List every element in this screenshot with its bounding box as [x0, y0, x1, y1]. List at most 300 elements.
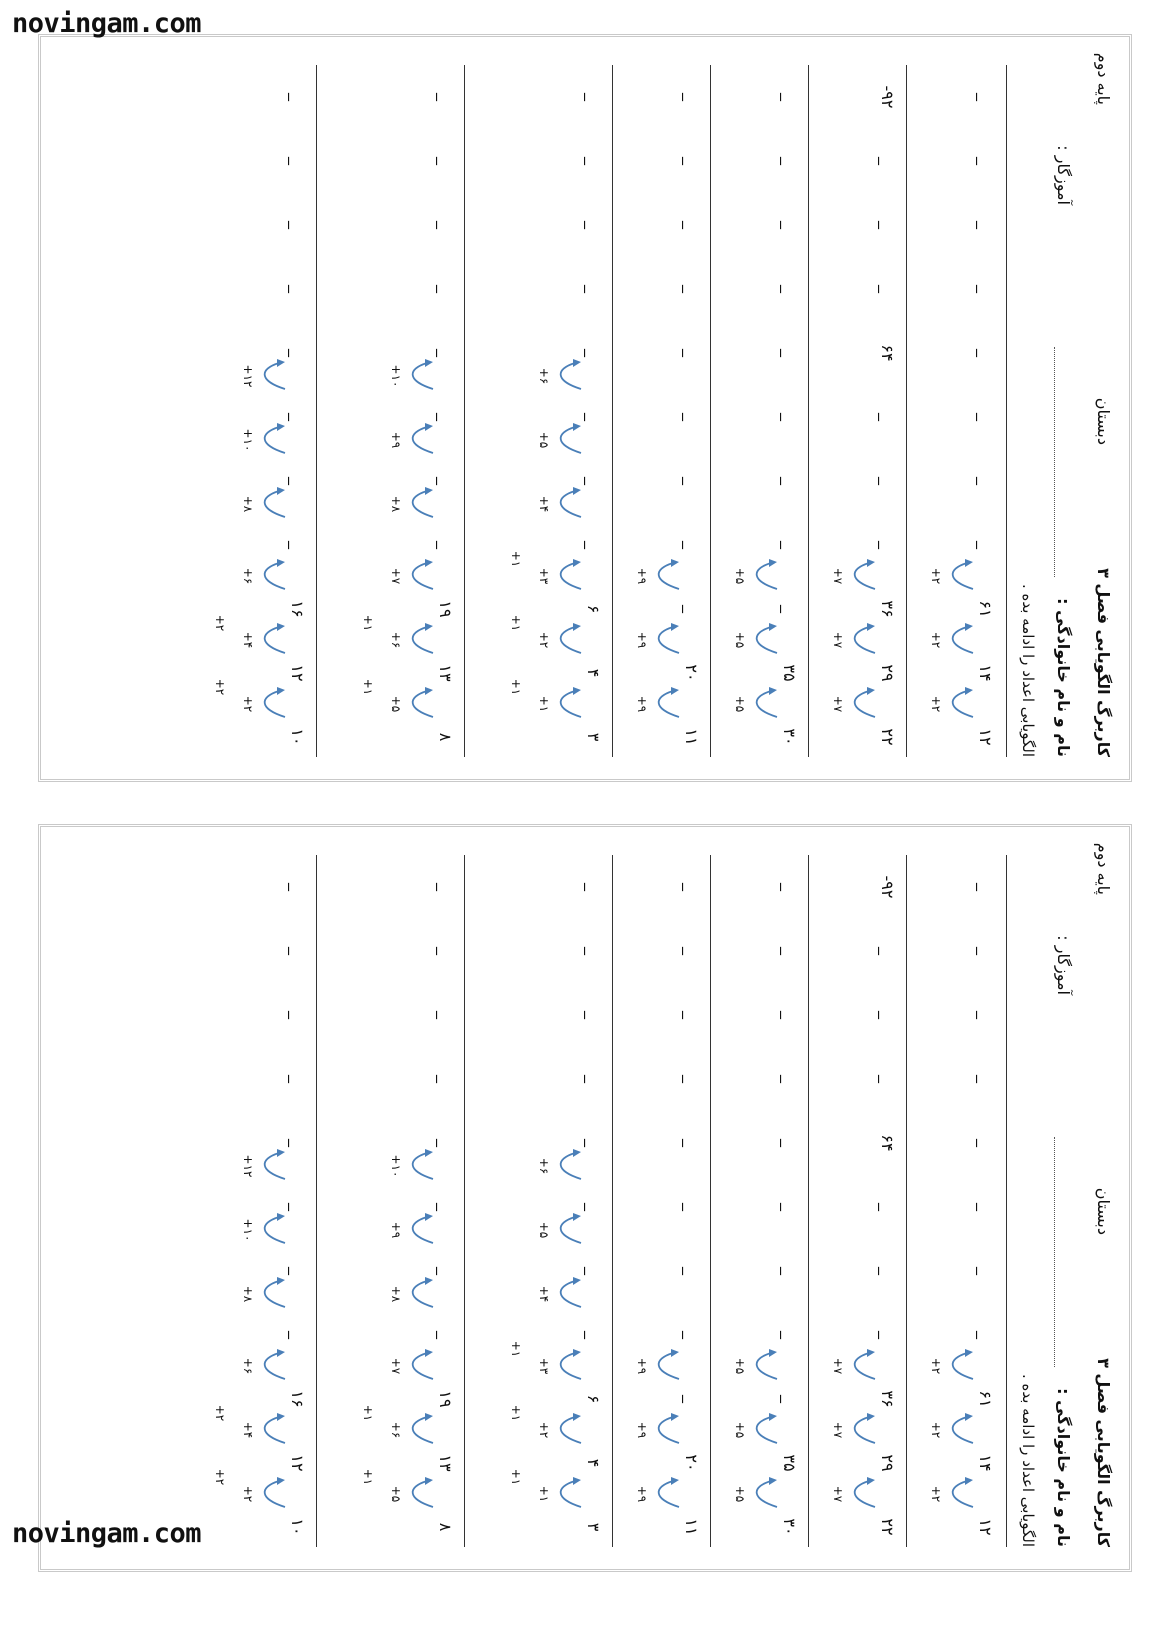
difference-label: +۲	[213, 614, 227, 632]
given-number: -۹۲	[878, 85, 897, 109]
jump-arrow-icon	[751, 1413, 781, 1447]
answer-blank[interactable]: _	[436, 1075, 455, 1083]
answer-blank[interactable]: _	[976, 221, 995, 229]
jump-arrow-icon	[259, 1477, 289, 1511]
answer-blank[interactable]: _	[584, 93, 603, 101]
jump-arrow-icon	[407, 1213, 437, 1247]
school-label: دبستان	[1094, 397, 1113, 445]
jump-arrow-icon	[947, 1349, 977, 1383]
given-number: ۸	[436, 732, 455, 742]
jump-label: +۶	[537, 367, 551, 385]
given-number: ۳۶	[878, 1390, 897, 1408]
answer-blank[interactable]: _	[878, 1011, 897, 1019]
jump-arrow-icon	[555, 1277, 585, 1311]
difference-label: +۲	[213, 1468, 227, 1486]
difference-label: +۱	[509, 1404, 523, 1422]
answer-blank[interactable]: _	[878, 1267, 897, 1275]
jump-arrow-icon	[849, 1413, 879, 1447]
pattern-row-4	[611, 37, 701, 785]
given-number: ۱۹	[436, 600, 455, 618]
jump-label: +۲	[241, 1485, 255, 1503]
answer-blank[interactable]: _	[976, 1011, 995, 1019]
given-number: ۲۲	[878, 728, 897, 746]
answer-blank[interactable]: _	[976, 477, 995, 485]
answer-blank[interactable]: _	[682, 1011, 701, 1019]
answer-blank[interactable]: _	[288, 1331, 307, 1339]
answer-blank[interactable]: _	[288, 883, 307, 891]
given-number: ۱۹	[436, 1390, 455, 1408]
answer-blank[interactable]: _	[288, 349, 307, 357]
answer-blank[interactable]: _	[436, 221, 455, 229]
answer-blank[interactable]: _	[682, 605, 701, 613]
jump-label: +۴	[537, 1285, 551, 1303]
given-number: -۹۲	[878, 875, 897, 899]
jump-label: +۴	[241, 631, 255, 649]
watermark-top: novingam.com	[12, 8, 202, 39]
given-number: ۱۳	[436, 1454, 455, 1472]
answer-blank[interactable]: _	[976, 1331, 995, 1339]
jump-arrow-icon	[555, 623, 585, 657]
jump-label: +۷	[831, 1357, 845, 1375]
jump-label: +۵	[733, 695, 747, 713]
answer-blank[interactable]: _	[878, 1203, 897, 1211]
answer-blank[interactable]: _	[288, 93, 307, 101]
given-number: ۱۴	[976, 1454, 995, 1472]
answer-blank[interactable]: _	[288, 541, 307, 549]
jump-arrow-icon	[407, 1277, 437, 1311]
jump-label: +۶	[241, 567, 255, 585]
answer-blank[interactable]: _	[584, 1075, 603, 1083]
answer-blank[interactable]: _	[976, 285, 995, 293]
answer-blank[interactable]: _	[584, 883, 603, 891]
jump-label: +۵	[733, 631, 747, 649]
jump-label: +۷	[831, 695, 845, 713]
answer-blank[interactable]: _	[682, 1139, 701, 1147]
jump-label: +۲	[929, 1485, 943, 1503]
jump-label: +۲	[241, 695, 255, 713]
jump-arrow-icon	[555, 1213, 585, 1247]
jump-arrow-icon	[947, 1413, 977, 1447]
jump-label: +۵	[389, 1485, 403, 1503]
answer-blank[interactable]: _	[780, 1267, 799, 1275]
jump-label: +۴	[537, 495, 551, 513]
jump-label: +۳	[537, 567, 551, 585]
given-number: ۱۰	[288, 1518, 307, 1536]
jump-label: +۹	[635, 631, 649, 649]
answer-blank[interactable]: _	[780, 221, 799, 229]
difference-label: +۱	[509, 1468, 523, 1486]
jump-label: +۷	[831, 1421, 845, 1439]
jump-arrow-icon	[555, 1413, 585, 1447]
jump-label: +۲	[929, 695, 943, 713]
answer-blank[interactable]: _	[584, 1139, 603, 1147]
answer-blank[interactable]: _	[780, 1395, 799, 1403]
teacher-label: آموزگار :	[1054, 935, 1073, 995]
jump-arrow-icon	[555, 1149, 585, 1183]
jump-arrow-icon	[653, 623, 683, 657]
jump-arrow-icon	[751, 1349, 781, 1383]
answer-blank[interactable]: _	[780, 93, 799, 101]
answer-blank[interactable]: _	[682, 477, 701, 485]
answer-blank[interactable]: _	[436, 947, 455, 955]
jump-arrow-icon	[259, 1349, 289, 1383]
watermark-bottom: novingam.com	[12, 1518, 202, 1549]
answer-blank[interactable]: _	[780, 157, 799, 165]
name-blank-line[interactable]	[1054, 1137, 1055, 1367]
answer-blank[interactable]: _	[976, 947, 995, 955]
pattern-row-7	[167, 827, 307, 1575]
difference-label: +۱	[361, 614, 375, 632]
jump-arrow-icon	[259, 623, 289, 657]
answer-blank[interactable]: _	[288, 1203, 307, 1211]
row-divider	[316, 65, 317, 757]
jump-label: +۱۰	[241, 428, 255, 452]
difference-label: +۲	[213, 678, 227, 696]
answer-blank[interactable]: _	[780, 541, 799, 549]
pattern-row-6	[315, 827, 455, 1575]
answer-blank[interactable]: _	[584, 1267, 603, 1275]
given-number: ۳	[584, 732, 603, 742]
answer-blank[interactable]: _	[436, 93, 455, 101]
name-blank-line[interactable]	[1054, 347, 1055, 577]
answer-blank[interactable]: _	[436, 541, 455, 549]
difference-label: +۱	[361, 678, 375, 696]
jump-arrow-icon	[849, 559, 879, 593]
given-number: ۳۵	[780, 664, 799, 682]
answer-blank[interactable]: _	[976, 1267, 995, 1275]
answer-blank[interactable]: _	[682, 93, 701, 101]
row-divider	[808, 65, 809, 757]
answer-blank[interactable]: _	[976, 541, 995, 549]
answer-blank[interactable]: _	[878, 1331, 897, 1339]
answer-blank[interactable]: _	[584, 221, 603, 229]
answer-blank[interactable]: _	[288, 1075, 307, 1083]
answer-blank[interactable]: _	[780, 947, 799, 955]
answer-blank[interactable]: _	[976, 93, 995, 101]
answer-blank[interactable]: _	[584, 285, 603, 293]
pattern-row-2	[807, 827, 897, 1575]
pattern-row-4	[611, 827, 701, 1575]
jump-label: +۵	[733, 1485, 747, 1503]
pattern-row-5	[463, 37, 603, 785]
teacher-label: آموزگار :	[1054, 145, 1073, 205]
header-divider	[1006, 855, 1007, 1547]
jump-arrow-icon	[259, 1413, 289, 1447]
given-number: ۴	[584, 1458, 603, 1468]
jump-arrow-icon	[849, 1477, 879, 1511]
jump-arrow-icon	[947, 559, 977, 593]
jump-label: +۹	[389, 431, 403, 449]
pattern-row-2	[807, 37, 897, 785]
jump-label: +۶	[389, 1421, 403, 1439]
answer-blank[interactable]: _	[682, 157, 701, 165]
answer-blank[interactable]: _	[682, 349, 701, 357]
jump-arrow-icon	[653, 1349, 683, 1383]
jump-label: +۵	[537, 431, 551, 449]
answer-blank[interactable]: _	[288, 285, 307, 293]
jump-label: +۸	[389, 495, 403, 513]
pattern-row-6	[315, 37, 455, 785]
given-number: ۳۶	[878, 600, 897, 618]
given-number: ۳۵	[780, 1454, 799, 1472]
answer-blank[interactable]: _	[682, 285, 701, 293]
jump-label: +۹	[635, 695, 649, 713]
jump-arrow-icon	[751, 687, 781, 721]
answer-blank[interactable]: _	[976, 1139, 995, 1147]
answer-blank[interactable]: _	[780, 1331, 799, 1339]
given-number: ۳۰	[780, 728, 799, 746]
jump-arrow-icon	[849, 1349, 879, 1383]
jump-arrow-icon	[653, 559, 683, 593]
difference-label: +۱	[509, 678, 523, 696]
jump-label: +۱۲	[241, 364, 255, 388]
answer-blank[interactable]: _	[584, 157, 603, 165]
answer-blank[interactable]: _	[878, 285, 897, 293]
jump-arrow-icon	[407, 1149, 437, 1183]
answer-blank[interactable]: _	[878, 541, 897, 549]
jump-arrow-icon	[407, 423, 437, 457]
worksheet-panel-top	[38, 34, 1132, 782]
answer-blank[interactable]: _	[878, 221, 897, 229]
answer-blank[interactable]: _	[878, 947, 897, 955]
answer-blank[interactable]: _	[878, 477, 897, 485]
jump-arrow-icon	[751, 1477, 781, 1511]
worksheet-panel-bottom	[38, 824, 1132, 1572]
answer-blank[interactable]: _	[288, 1267, 307, 1275]
difference-label: +۱	[509, 550, 523, 568]
jump-label: +۶	[537, 1157, 551, 1175]
row-divider	[612, 855, 613, 1547]
answer-blank[interactable]: _	[682, 883, 701, 891]
answer-blank[interactable]: _	[288, 221, 307, 229]
answer-blank[interactable]: _	[878, 413, 897, 421]
answer-blank[interactable]: _	[780, 285, 799, 293]
difference-label: +۱	[509, 614, 523, 632]
jump-arrow-icon	[259, 359, 289, 393]
jump-arrow-icon	[555, 487, 585, 521]
given-number: ۱۳	[436, 664, 455, 682]
given-number: ۶۴	[878, 1134, 897, 1152]
answer-blank[interactable]: _	[976, 349, 995, 357]
jump-arrow-icon	[407, 559, 437, 593]
jump-arrow-icon	[947, 687, 977, 721]
jump-arrow-icon	[407, 1477, 437, 1511]
answer-blank[interactable]: _	[436, 1267, 455, 1275]
jump-label: +۲	[537, 1421, 551, 1439]
jump-arrow-icon	[555, 687, 585, 721]
jump-label: +۷	[831, 1485, 845, 1503]
jump-label: +۵	[733, 1421, 747, 1439]
answer-blank[interactable]: _	[682, 1267, 701, 1275]
header-divider	[1006, 65, 1007, 757]
given-number: ۶	[584, 1394, 603, 1404]
answer-blank[interactable]: _	[436, 883, 455, 891]
answer-blank[interactable]: _	[780, 1139, 799, 1147]
jump-label: +۲	[929, 1421, 943, 1439]
name-label: نام و نام خانوادگی :	[1054, 598, 1073, 757]
answer-blank[interactable]: _	[682, 413, 701, 421]
jump-label: +۷	[389, 567, 403, 585]
worksheet-title: کاربرگ الگویابی فصل ۳	[1094, 568, 1113, 757]
pattern-row-5	[463, 827, 603, 1575]
answer-blank[interactable]: _	[780, 1011, 799, 1019]
jump-arrow-icon	[407, 487, 437, 521]
jump-label: +۹	[635, 1485, 649, 1503]
jump-label: +۵	[733, 1357, 747, 1375]
jump-label: +۱۰	[241, 1218, 255, 1242]
jump-arrow-icon	[259, 687, 289, 721]
answer-blank[interactable]: _	[780, 605, 799, 613]
jump-label: +۶	[389, 631, 403, 649]
answer-blank[interactable]: _	[584, 413, 603, 421]
jump-arrow-icon	[407, 359, 437, 393]
answer-blank[interactable]: _	[436, 349, 455, 357]
row-divider	[906, 65, 907, 757]
jump-arrow-icon	[947, 623, 977, 657]
jump-label: +۷	[831, 631, 845, 649]
answer-blank[interactable]: _	[780, 413, 799, 421]
answer-blank[interactable]: _	[288, 413, 307, 421]
worksheet-bottom	[41, 827, 1135, 1575]
answer-blank[interactable]: _	[682, 1203, 701, 1211]
answer-blank[interactable]: _	[682, 1075, 701, 1083]
answer-blank[interactable]: _	[584, 541, 603, 549]
answer-blank[interactable]: _	[976, 1075, 995, 1083]
given-number: ۱۲	[288, 664, 307, 682]
given-number: ۱۲	[288, 1454, 307, 1472]
jump-label: +۱۲	[241, 1154, 255, 1178]
jump-label: +۹	[635, 1421, 649, 1439]
jump-arrow-icon	[751, 559, 781, 593]
jump-label: +۲	[929, 1357, 943, 1375]
row-divider	[464, 855, 465, 1547]
answer-blank[interactable]: _	[436, 1011, 455, 1019]
answer-blank[interactable]: _	[436, 413, 455, 421]
answer-blank[interactable]: _	[288, 1011, 307, 1019]
answer-blank[interactable]: _	[584, 1011, 603, 1019]
answer-blank[interactable]: _	[584, 477, 603, 485]
jump-arrow-icon	[849, 687, 879, 721]
jump-label: +۷	[831, 567, 845, 585]
jump-label: +۸	[241, 1285, 255, 1303]
row-divider	[316, 855, 317, 1547]
pattern-row-1	[905, 37, 995, 785]
answer-blank[interactable]: _	[682, 541, 701, 549]
answer-blank[interactable]: _	[682, 1395, 701, 1403]
difference-label: +۱	[509, 1340, 523, 1358]
answer-blank[interactable]: _	[584, 1203, 603, 1211]
jump-label: +۵	[389, 695, 403, 713]
answer-blank[interactable]: _	[780, 1075, 799, 1083]
given-number: ۱۶	[288, 1390, 307, 1408]
pattern-row-7	[167, 37, 307, 785]
answer-blank[interactable]: _	[436, 1203, 455, 1211]
row-divider	[710, 65, 711, 757]
given-number: ۱۶	[288, 600, 307, 618]
answer-blank[interactable]: _	[878, 1075, 897, 1083]
answer-blank[interactable]: _	[584, 349, 603, 357]
difference-label: +۲	[213, 1404, 227, 1422]
jump-label: +۹	[389, 1221, 403, 1239]
jump-arrow-icon	[653, 1413, 683, 1447]
answer-blank[interactable]: _	[436, 285, 455, 293]
pattern-row-3	[709, 37, 799, 785]
answer-blank[interactable]: _	[780, 1203, 799, 1211]
difference-label: +۱	[361, 1404, 375, 1422]
given-number: ۲۰	[682, 664, 701, 682]
instruction-text: الگویابی اعداد را ادامه بده .	[1019, 1373, 1037, 1547]
row-divider	[906, 855, 907, 1547]
answer-blank[interactable]: _	[780, 349, 799, 357]
answer-blank[interactable]: _	[682, 221, 701, 229]
answer-blank[interactable]: _	[682, 1331, 701, 1339]
given-number: ۳۰	[780, 1518, 799, 1536]
answer-blank[interactable]: _	[288, 477, 307, 485]
answer-blank[interactable]: _	[288, 947, 307, 955]
jump-arrow-icon	[653, 1477, 683, 1511]
jump-label: +۱	[537, 1485, 551, 1503]
jump-label: +۵	[537, 1221, 551, 1239]
worksheet-title: کاربرگ الگویابی فصل ۳	[1094, 1358, 1113, 1547]
answer-blank[interactable]: _	[584, 947, 603, 955]
answer-blank[interactable]: _	[436, 1139, 455, 1147]
jump-arrow-icon	[259, 559, 289, 593]
answer-blank[interactable]: _	[436, 477, 455, 485]
answer-blank[interactable]: _	[780, 883, 799, 891]
jump-arrow-icon	[751, 623, 781, 657]
instruction-text: الگویابی اعداد را ادامه بده .	[1019, 583, 1037, 757]
jump-label: +۵	[733, 567, 747, 585]
given-number: ۶۴	[878, 344, 897, 362]
answer-blank[interactable]: _	[288, 1139, 307, 1147]
given-number: ۳	[584, 1522, 603, 1532]
given-number: ۶۱	[976, 1390, 995, 1408]
pattern-row-3	[709, 827, 799, 1575]
worksheet-top	[41, 37, 1135, 785]
given-number: ۱۱	[682, 1518, 701, 1536]
jump-arrow-icon	[555, 1349, 585, 1383]
answer-blank[interactable]: _	[436, 157, 455, 165]
answer-blank[interactable]: _	[976, 157, 995, 165]
jump-arrow-icon	[407, 623, 437, 657]
answer-blank[interactable]: _	[976, 883, 995, 891]
pattern-row-1	[905, 827, 995, 1575]
answer-blank[interactable]: _	[288, 157, 307, 165]
jump-arrow-icon	[849, 623, 879, 657]
jump-arrow-icon	[407, 687, 437, 721]
answer-blank[interactable]: _	[682, 947, 701, 955]
jump-label: +۶	[241, 1357, 255, 1375]
jump-label: +۳	[537, 1357, 551, 1375]
difference-label: +۱	[361, 1468, 375, 1486]
jump-label: +۹	[635, 567, 649, 585]
jump-arrow-icon	[407, 1413, 437, 1447]
given-number: ۲۲	[878, 1518, 897, 1536]
answer-blank[interactable]: _	[976, 1203, 995, 1211]
given-number: ۲۹	[878, 664, 897, 682]
jump-arrow-icon	[259, 1213, 289, 1247]
jump-arrow-icon	[259, 1277, 289, 1311]
name-label: نام و نام خانوادگی :	[1054, 1388, 1073, 1547]
answer-blank[interactable]: _	[584, 1331, 603, 1339]
answer-blank[interactable]: _	[436, 1331, 455, 1339]
answer-blank[interactable]: _	[878, 157, 897, 165]
answer-blank[interactable]: _	[976, 413, 995, 421]
jump-arrow-icon	[407, 1349, 437, 1383]
answer-blank[interactable]: _	[780, 477, 799, 485]
given-number: ۱۲	[976, 1518, 995, 1536]
given-number: ۱۱	[682, 728, 701, 746]
